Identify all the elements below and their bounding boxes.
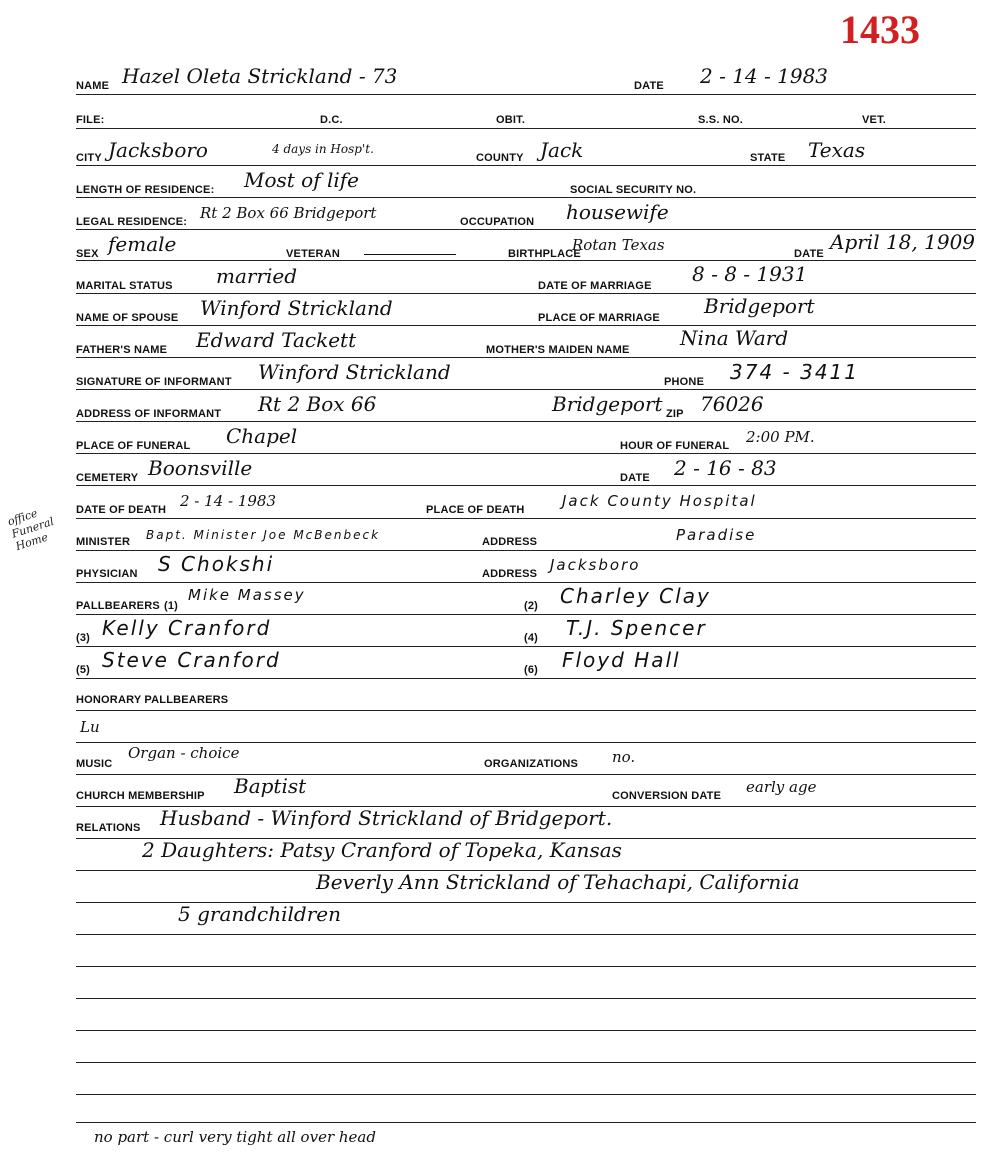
form-rule [76, 934, 976, 935]
date-label: DATE [634, 80, 664, 92]
mothers-maiden-name-label: MOTHER'S MAIDEN NAME [486, 344, 630, 356]
pallbearer-1-value: Mike Massey [188, 586, 306, 604]
birth-date-label: DATE [794, 248, 824, 260]
name-value: Hazel Oleta Strickland - 73 [122, 64, 398, 88]
minister-address-label: ADDRESS [482, 536, 538, 548]
physician-address-value: Jacksboro [550, 556, 641, 574]
place-of-death-value: Jack County Hospital [562, 492, 757, 510]
form-rule [76, 742, 976, 743]
date-of-marriage-label: DATE OF MARRIAGE [538, 280, 652, 292]
veteran-dash [364, 254, 456, 255]
form-rule [76, 1094, 976, 1095]
occupation-label: OCCUPATION [460, 216, 535, 228]
minister-value: Bapt. Minister Joe McBenbeck [146, 528, 381, 542]
relations-line-1: Husband - Winford Strickland of Bridgeport. [160, 806, 613, 830]
conversion-date-label: CONVERSION DATE [612, 790, 722, 802]
bottom-note: no part - curl very tight all over head [94, 1128, 376, 1146]
form-rule [76, 197, 976, 198]
hour-of-funeral-value: 2:00 PM. [746, 428, 815, 446]
form-rule [76, 1030, 976, 1031]
form-rule [76, 774, 976, 775]
county-label: COUNTY [476, 152, 524, 164]
cemetery-date-label: DATE [620, 472, 650, 484]
pallbearer-5-value: Steve Cranford [102, 648, 281, 672]
relations-line-4: 5 grandchildren [178, 902, 342, 926]
obit-label: OBIT. [496, 114, 526, 126]
legal-residence-value: Rt 2 Box 66 Bridgeport [200, 204, 377, 222]
address-of-informant-value: Rt 2 Box 66 [258, 392, 377, 416]
length-of-residence-value: Most of life [244, 168, 360, 192]
dc-label: D.C. [320, 114, 343, 126]
phone-label: PHONE [664, 376, 705, 388]
phone-value: 374 - 3411 [730, 360, 860, 384]
form-rule [76, 614, 976, 615]
form-rule [76, 966, 976, 967]
signature-label: SIGNATURE OF INFORMANT [76, 376, 232, 388]
margin-note: office Funeral Home [6, 506, 56, 554]
minister-address-value: Paradise [676, 526, 757, 544]
birthplace-value: Rotan Texas [572, 236, 665, 254]
city-value: Jacksboro [108, 138, 208, 162]
form-rule [76, 421, 976, 422]
pallbearer-5-number: (5) [76, 664, 91, 676]
record-number: 1433 [840, 7, 920, 52]
pallbearer-2-number: (2) [524, 600, 539, 612]
pallbearer-3-value: Kelly Cranford [102, 616, 272, 640]
state-label: STATE [750, 152, 786, 164]
music-value: Organ - choice [128, 744, 240, 762]
form-rule [76, 260, 976, 261]
city-label: CITY [76, 152, 102, 164]
place-of-marriage-value: Bridgeport [704, 294, 815, 318]
minister-label: MINISTER [76, 536, 131, 548]
state-value: Texas [808, 138, 866, 162]
birth-date-value: April 18, 1909 [830, 230, 976, 254]
pallbearers-label: PALLBEARERS [76, 600, 160, 612]
ssno-label: S.S. NO. [698, 114, 743, 126]
marital-status-value: married [216, 264, 298, 288]
honorary-pallbearers-value: Lu [80, 718, 100, 736]
form-rule [76, 678, 976, 679]
church-membership-label: CHURCH MEMBERSHIP [76, 790, 205, 802]
form-rule [76, 582, 976, 583]
form-rule [76, 646, 976, 647]
form-rule [76, 1062, 976, 1063]
form-rule [76, 998, 976, 999]
form-rule [76, 94, 976, 95]
form-rule [76, 325, 976, 326]
place-of-marriage-label: PLACE OF MARRIAGE [538, 312, 660, 324]
form-rule [76, 518, 976, 519]
social-security-label: SOCIAL SECURITY NO. [570, 184, 697, 196]
form-rule [76, 389, 976, 390]
sex-value: female [108, 232, 177, 256]
relations-label: RELATIONS [76, 822, 141, 834]
form-rule [76, 710, 976, 711]
city-note: 4 days in Hosp't. [272, 142, 374, 156]
sex-label: SEX [76, 248, 99, 260]
birthplace-label: BIRTHPLACE [508, 248, 581, 260]
form-rule [76, 293, 976, 294]
veteran-label: VETERAN [286, 248, 340, 260]
organizations-value: no. [612, 748, 636, 766]
form-rule [76, 128, 976, 129]
physician-label: PHYSICIAN [76, 568, 138, 580]
pallbearer-4-value: T.J. Spencer [566, 616, 707, 640]
place-of-funeral-label: PLACE OF FUNERAL [76, 440, 191, 452]
pallbearer-3-number: (3) [76, 632, 91, 644]
date-of-death-label: DATE OF DEATH [76, 504, 167, 516]
relations-line-3: Beverly Ann Strickland of Tehachapi, California [316, 870, 800, 894]
legal-residence-label: LEGAL RESIDENCE: [76, 216, 188, 228]
name-label: NAME [76, 80, 110, 92]
form-rule [76, 165, 976, 166]
address-of-informant-label: ADDRESS OF INFORMANT [76, 408, 222, 420]
form-rule [76, 485, 976, 486]
occupation-value: housewife [566, 200, 669, 224]
mothers-maiden-name-value: Nina Ward [680, 326, 789, 350]
relations-line-2: 2 Daughters: Patsy Cranford of Topeka, Kansas [142, 838, 622, 862]
county-value: Jack [540, 138, 584, 162]
file-label: FILE: [76, 114, 105, 126]
pallbearer-4-number: (4) [524, 632, 539, 644]
cemetery-value: Boonsville [148, 456, 253, 480]
date-of-death-value: 2 - 14 - 1983 [180, 492, 277, 510]
date-of-marriage-value: 8 - 8 - 1931 [692, 262, 808, 286]
spouse-value: Winford Strickland [200, 296, 393, 320]
form-rule [76, 1122, 976, 1123]
pallbearer-1-number: (1) [164, 600, 179, 612]
place-of-death-label: PLACE OF DEATH [426, 504, 525, 516]
form-rule [76, 550, 976, 551]
physician-address-label: ADDRESS [482, 568, 538, 580]
cemetery-date-value: 2 - 16 - 83 [674, 456, 777, 480]
pallbearer-6-number: (6) [524, 664, 539, 676]
fathers-name-value: Edward Tackett [196, 328, 357, 352]
pallbearer-2-value: Charley Clay [560, 584, 711, 608]
address-city-value: Bridgeport [552, 392, 663, 416]
pallbearer-6-value: Floyd Hall [562, 648, 681, 672]
cemetery-label: CEMETERY [76, 472, 139, 484]
music-label: MUSIC [76, 758, 113, 770]
signature-value: Winford Strickland [258, 360, 451, 384]
date-value: 2 - 14 - 1983 [700, 64, 829, 88]
honorary-pallbearers-label: HONORARY PALLBEARERS [76, 694, 229, 706]
zip-label: ZIP [666, 408, 684, 420]
conversion-date-value: early age [746, 778, 817, 796]
zip-value: 76026 [700, 392, 764, 416]
form-rule [76, 453, 976, 454]
fathers-name-label: FATHER'S NAME [76, 344, 168, 356]
church-membership-value: Baptist [234, 774, 307, 798]
vet-label: VET. [862, 114, 887, 126]
organizations-label: ORGANIZATIONS [484, 758, 579, 770]
form-rule [76, 357, 976, 358]
physician-value: S Chokshi [158, 552, 275, 576]
spouse-label: NAME OF SPOUSE [76, 312, 179, 324]
marital-status-label: MARITAL STATUS [76, 280, 173, 292]
length-of-residence-label: LENGTH OF RESIDENCE: [76, 184, 215, 196]
hour-of-funeral-label: HOUR OF FUNERAL [620, 440, 730, 452]
place-of-funeral-value: Chapel [226, 424, 298, 448]
